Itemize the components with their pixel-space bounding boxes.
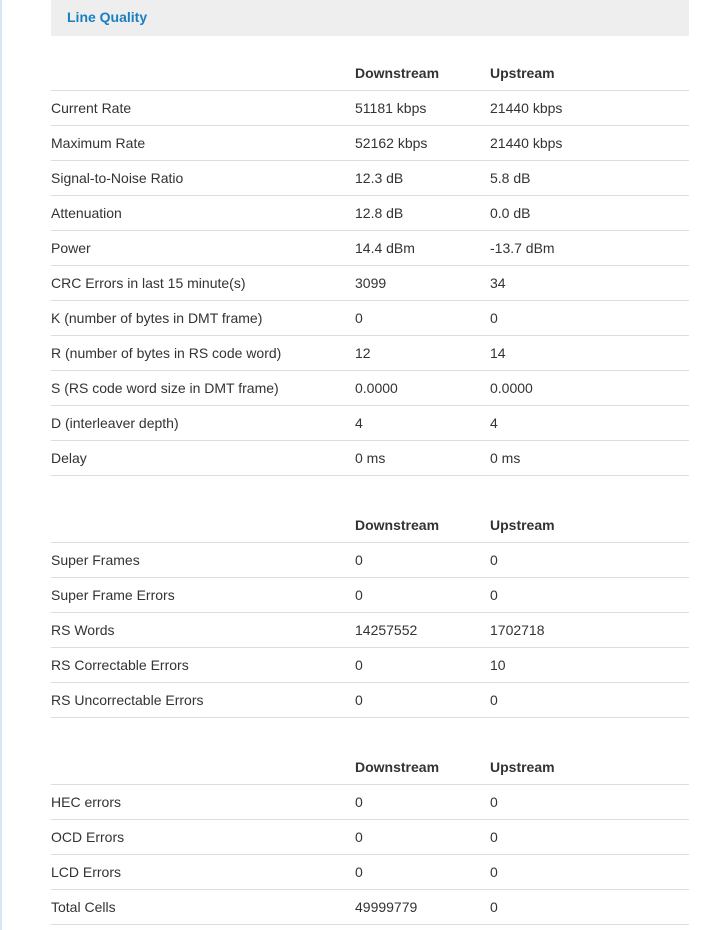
upstream-value: 34 <box>490 266 689 301</box>
table-row <box>51 785 689 820</box>
row-label: K (number of bytes in DMT frame) <box>51 301 355 336</box>
downstream-value: 0.0000 <box>355 371 490 406</box>
table-row <box>51 613 689 648</box>
row-label: RS Correctable Errors <box>51 648 355 683</box>
table-row <box>51 196 689 231</box>
row-label: Maximum Rate <box>51 126 355 161</box>
row-label: LCD Errors <box>51 855 355 890</box>
row-label: Super Frames <box>51 543 355 578</box>
upstream-value: 0.0000 <box>490 371 689 406</box>
downstream-value: 0 <box>355 785 490 820</box>
upstream-value: 0.0 dB <box>490 196 689 231</box>
downstream-value: 0 <box>355 855 490 890</box>
upstream-value: 5.8 dB <box>490 161 689 196</box>
line-stats-table <box>51 56 689 476</box>
table-row <box>51 683 689 718</box>
left-border <box>0 0 2 930</box>
row-label: Power <box>51 231 355 266</box>
table-row <box>51 301 689 336</box>
header-downstream: Downstream <box>355 56 490 91</box>
table-row <box>51 91 689 126</box>
upstream-value: 21440 kbps <box>490 91 689 126</box>
downstream-value: 0 ms <box>355 441 490 476</box>
downstream-value: 0 <box>355 683 490 718</box>
table-row <box>51 161 689 196</box>
downstream-value: 0 <box>355 648 490 683</box>
downstream-value: 12 <box>355 336 490 371</box>
table-header-row <box>51 508 689 543</box>
table-row <box>51 336 689 371</box>
row-label: Signal-to-Noise Ratio <box>51 161 355 196</box>
table-header-row <box>51 56 689 91</box>
row-label: Delay <box>51 441 355 476</box>
table-row <box>51 441 689 476</box>
upstream-value: 0 <box>490 855 689 890</box>
downstream-value: 52162 kbps <box>355 126 490 161</box>
upstream-value: -13.7 dBm <box>490 231 689 266</box>
upstream-value: 0 <box>490 543 689 578</box>
downstream-value: 0 <box>355 543 490 578</box>
downstream-value: 3099 <box>355 266 490 301</box>
table-row <box>51 371 689 406</box>
downstream-value: 0 <box>355 820 490 855</box>
upstream-value: 0 <box>490 683 689 718</box>
table-row <box>51 266 689 301</box>
header-downstream: Downstream <box>355 750 490 785</box>
section-title: Line Quality <box>67 9 148 25</box>
header-upstream: Upstream <box>490 508 689 543</box>
upstream-value: 0 <box>490 785 689 820</box>
upstream-value: 4 <box>490 406 689 441</box>
row-label: RS Uncorrectable Errors <box>51 683 355 718</box>
header-upstream: Upstream <box>490 56 689 91</box>
row-label: Attenuation <box>51 196 355 231</box>
row-label: S (RS code word size in DMT frame) <box>51 371 355 406</box>
downstream-value: 14.4 dBm <box>355 231 490 266</box>
upstream-value: 0 <box>490 578 689 613</box>
cell-stats-table <box>51 750 689 925</box>
downstream-value: 14257552 <box>355 613 490 648</box>
upstream-value: 10 <box>490 648 689 683</box>
upstream-value: 0 <box>490 890 689 925</box>
table-row <box>51 231 689 266</box>
header-label-column <box>51 508 355 543</box>
downstream-value: 0 <box>355 301 490 336</box>
downstream-value: 49999779 <box>355 890 490 925</box>
downstream-value: 0 <box>355 578 490 613</box>
row-label: Super Frame Errors <box>51 578 355 613</box>
row-label: HEC errors <box>51 785 355 820</box>
upstream-value: 0 ms <box>490 441 689 476</box>
section-header <box>51 0 689 36</box>
downstream-value: 12.8 dB <box>355 196 490 231</box>
header-label-column <box>51 750 355 785</box>
table-row <box>51 855 689 890</box>
row-label: RS Words <box>51 613 355 648</box>
header-downstream: Downstream <box>355 508 490 543</box>
table-row <box>51 890 689 925</box>
table-row <box>51 578 689 613</box>
downstream-value: 12.3 dB <box>355 161 490 196</box>
table-row <box>51 406 689 441</box>
upstream-value: 0 <box>490 301 689 336</box>
row-label: D (interleaver depth) <box>51 406 355 441</box>
row-label: Total Cells <box>51 890 355 925</box>
downstream-value: 4 <box>355 406 490 441</box>
header-label-column <box>51 56 355 91</box>
upstream-value: 14 <box>490 336 689 371</box>
frame-stats-table <box>51 508 689 718</box>
table-row <box>51 820 689 855</box>
header-upstream: Upstream <box>490 750 689 785</box>
table-row <box>51 126 689 161</box>
upstream-value: 1702718 <box>490 613 689 648</box>
row-label: CRC Errors in last 15 minute(s) <box>51 266 355 301</box>
row-label: OCD Errors <box>51 820 355 855</box>
row-label: Current Rate <box>51 91 355 126</box>
table-header-row <box>51 750 689 785</box>
table-row <box>51 543 689 578</box>
table-row <box>51 648 689 683</box>
row-label: R (number of bytes in RS code word) <box>51 336 355 371</box>
downstream-value: 51181 kbps <box>355 91 490 126</box>
upstream-value: 21440 kbps <box>490 126 689 161</box>
upstream-value: 0 <box>490 820 689 855</box>
